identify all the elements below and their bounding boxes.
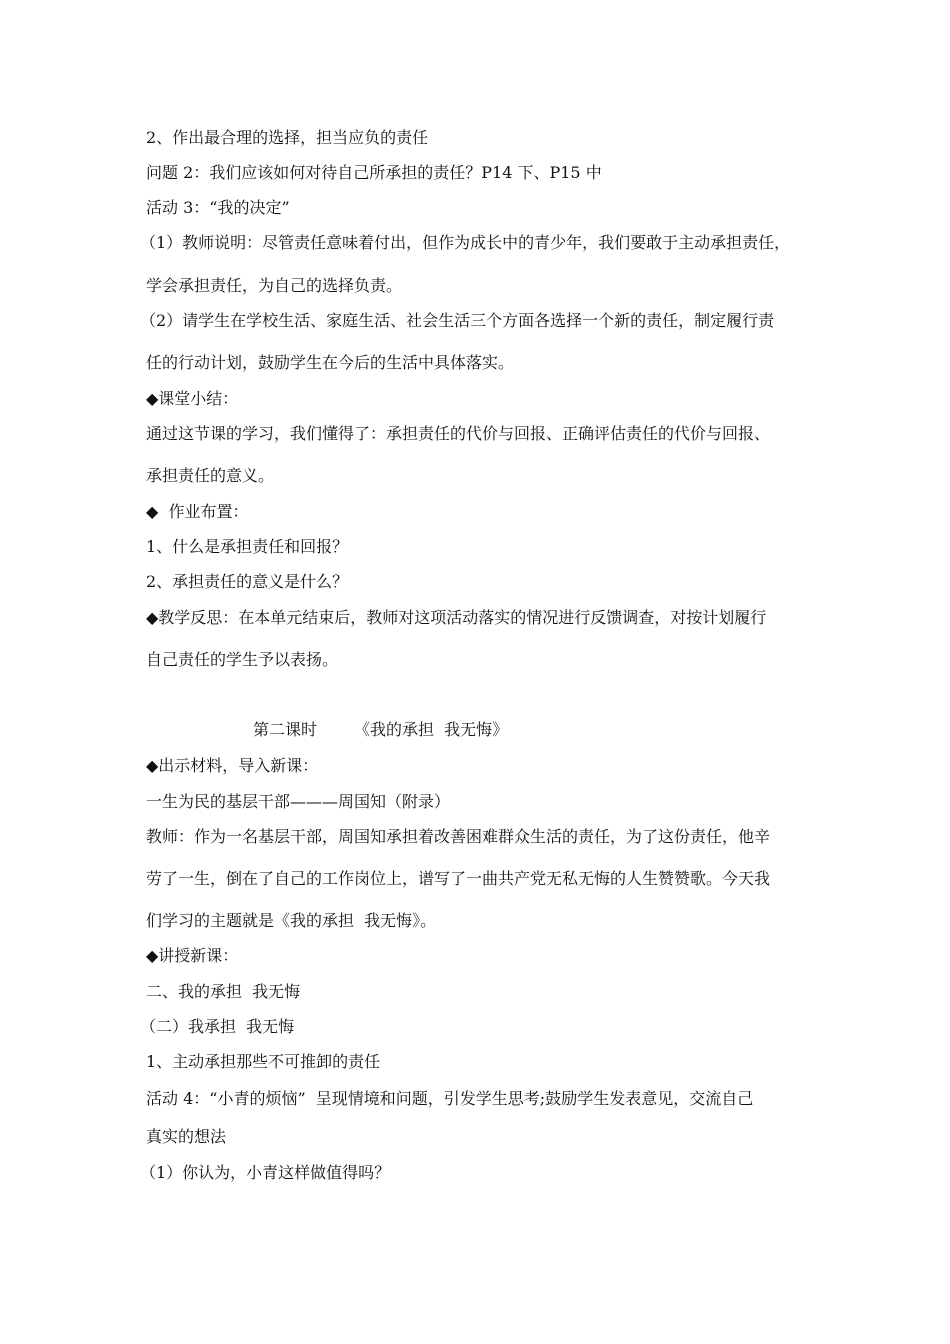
subsection-heading: （二）我承担 我无悔 [140,1017,295,1036]
intro-heading: ◆出示材料，导入新课： [146,756,319,775]
item-2-heading: 2、作出最合理的选择，担当应负的责任 [146,128,429,147]
teacher-line-3: 们学习的主题就是《我的承担 我无悔》。 [146,911,437,930]
point-1-heading: 1、主动承担那些不可推卸的责任 [146,1052,381,1071]
lesson-title: 《我的承担 我无悔》 [354,720,509,739]
activity-4-question-1: （1）你认为，小青这样做值得吗？ [140,1163,391,1182]
reflection-line-1: ◆教学反思：在本单元结束后，教师对这项活动落实的情况进行反馈调查，对按计划履行 [146,608,767,627]
summary-line-1: 通过这节课的学习，我们懂得了：承担责任的代价与回报、正确评估责任的代价与回报、 [146,424,771,443]
summary-line-2: 承担责任的意义。 [146,466,275,485]
activity-3-paragraph-2-line-1: （2）请学生在学校生活、家庭生活、社会生活三个方面各选择一个新的责任，制定履行责 [140,311,775,330]
activity-4-line-1: 活动 4：“小青的烦恼” 呈现情境和问题，引发学生思考;鼓励学生发表意见，交流自己 [146,1089,754,1108]
reflection-line-2: 自己责任的学生予以表扬。 [146,650,339,669]
homework-heading: ◆ 作业布置： [146,502,249,521]
question-2: 问题 2：我们应该如何对待自己所承担的责任？P14 下、P15 中 [146,163,602,182]
homework-question-2: 2、承担责任的意义是什么？ [146,572,349,591]
teacher-line-2: 劳了一生，倒在了自己的工作岗位上，谱写了一曲共产党无私无悔的人生赞赞歌。今天我 [146,869,771,888]
teacher-line-1: 教师：作为一名基层干部，周国知承担着改善困难群众生活的责任，为了这份责任，他辛 [146,827,771,846]
activity-3-title: 活动 3：“我的决定” [146,198,290,217]
activity-4-line-2: 真实的想法 [146,1127,227,1146]
new-lesson-heading: ◆讲授新课： [146,946,239,965]
material-title: 一生为民的基层干部———周国知（附录） [146,792,451,811]
summary-heading: ◆课堂小结： [146,389,239,408]
lesson-period-label: 第二课时 [253,720,318,739]
activity-3-paragraph-1-line-1: （1）教师说明：尽管责任意味着付出，但作为成长中的青少年，我们要敢于主动承担责任， [140,233,791,252]
activity-3-paragraph-1-line-2: 学会承担责任，为自己的选择负责。 [146,276,403,295]
homework-question-1: 1、什么是承担责任和回报？ [146,537,349,556]
chapter-heading: 二、我的承担 我无悔 [146,982,301,1001]
activity-3-paragraph-2-line-2: 任的行动计划，鼓励学生在今后的生活中具体落实。 [146,353,515,372]
